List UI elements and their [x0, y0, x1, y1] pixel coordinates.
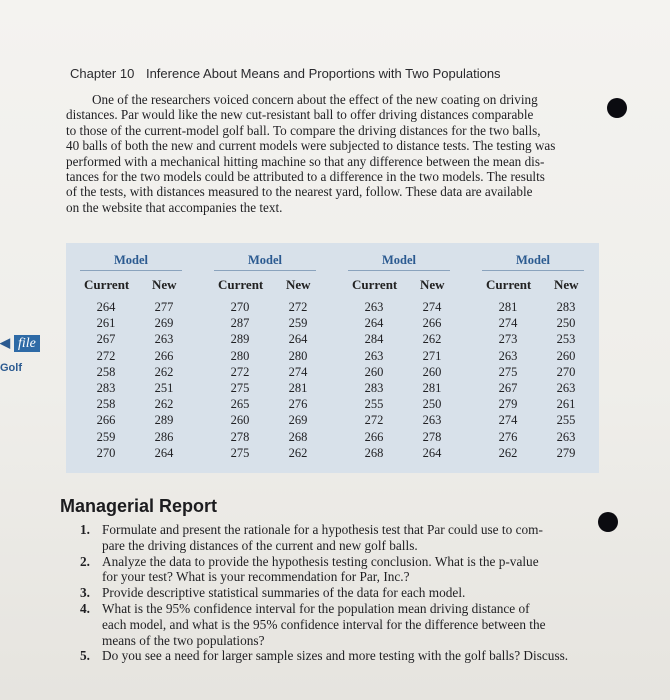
- case-paragraph: [66, 92, 592, 215]
- current-column-header: Current: [84, 277, 130, 292]
- table-cell: 281: [422, 380, 442, 395]
- current-values-column: [354, 299, 394, 461]
- table-cell: 274: [498, 316, 518, 331]
- table-cell: 259: [96, 429, 116, 444]
- table-cell: 269: [154, 316, 174, 331]
- report-list: [80, 522, 590, 664]
- item-text-line: pare the driving distances of the current and new golf balls.: [102, 537, 418, 553]
- table-cell: 289: [230, 332, 250, 347]
- table-cell: 286: [154, 429, 174, 444]
- running-header: [70, 66, 501, 81]
- table-cell: 284: [364, 332, 384, 347]
- table-cell: 276: [288, 397, 308, 412]
- table-cell: 264: [288, 332, 308, 347]
- distance-data-table: [66, 243, 599, 473]
- report-item: [80, 648, 590, 664]
- table-cell: 262: [498, 445, 518, 460]
- current-values-column: [488, 299, 528, 461]
- table-cell: 272: [364, 413, 384, 428]
- report-item: [80, 585, 590, 601]
- table-cell: 280: [230, 348, 250, 363]
- table-cell: 251: [154, 380, 174, 395]
- paragraph-line: tances for the two models could be attributed to a difference in the two models. The results: [66, 169, 545, 185]
- table-cell: 276: [498, 429, 518, 444]
- paragraph-line: on the website that accompanies the text.: [66, 199, 283, 215]
- table-cell: 261: [96, 316, 116, 331]
- header-rule: [348, 270, 450, 271]
- table-cell: 289: [154, 413, 174, 428]
- table-cell: 269: [288, 413, 308, 428]
- paragraph-line: One of the researchers voiced concern about the effect of the new coating on driving: [92, 92, 538, 107]
- table-cell: 258: [96, 364, 116, 379]
- table-cell: 265: [230, 397, 250, 412]
- hole-punch-icon: [607, 98, 627, 118]
- paragraph-line: distances. Par would like the new cut-resistant ball to offer driving distances comparable: [66, 107, 534, 123]
- report-item: [80, 522, 590, 554]
- item-text-line: Analyze the data to provide the hypothesis testing conclusion. What is the p-value: [102, 553, 539, 569]
- table-cell: 250: [556, 316, 576, 331]
- current-values-column: [220, 299, 260, 461]
- table-cell: 260: [422, 364, 442, 379]
- new-values-column: [278, 299, 318, 461]
- table-cell: 287: [230, 316, 250, 331]
- item-text-line: What is the 95% confidence interval for the population mean driving distance of: [102, 600, 530, 616]
- paragraph-line: to those of the current-model golf ball. To compare the driving distances for the two balls,: [66, 122, 541, 138]
- item-text-line: each model, and what is the 95% confidence interval for the difference between the: [102, 616, 546, 632]
- table-cell: 272: [230, 364, 250, 379]
- table-cell: 255: [556, 413, 576, 428]
- new-values-column: [144, 299, 184, 461]
- table-cell: 260: [556, 348, 576, 363]
- table-cell: 262: [154, 397, 174, 412]
- table-cell: 268: [288, 429, 308, 444]
- table-cell: 275: [230, 380, 250, 395]
- table-cell: 261: [556, 397, 576, 412]
- table-cell: 281: [288, 380, 308, 395]
- header-rule: [482, 270, 584, 271]
- new-values-column: [546, 299, 586, 461]
- chapter-title: Inference About Means and Proportions with Two Populations: [145, 66, 501, 81]
- table-cell: 267: [498, 380, 518, 395]
- table-cell: 277: [154, 300, 174, 314]
- current-column-header: Current: [352, 277, 398, 292]
- model-column-group: [334, 243, 464, 473]
- table-cell: 266: [422, 316, 442, 331]
- table-cell: 262: [288, 445, 308, 460]
- paragraph-line: performed with a mechanical hitting machine so that any difference between the mean dis-: [66, 153, 545, 169]
- table-cell: 278: [230, 429, 250, 444]
- report-item: [80, 554, 590, 586]
- table-cell: 274: [498, 413, 518, 428]
- table-cell: 264: [422, 445, 442, 460]
- item-text-line: means of the two populations?: [102, 632, 265, 648]
- table-cell: 283: [556, 300, 576, 314]
- table-cell: 262: [422, 332, 442, 347]
- new-column-header: New: [152, 277, 177, 292]
- report-heading: Managerial Report: [60, 496, 218, 516]
- table-cell: 259: [288, 316, 308, 331]
- table-cell: 253: [556, 332, 576, 347]
- hole-punch-icon: [598, 512, 618, 532]
- table-cell: 264: [364, 316, 384, 331]
- data-file-name: Golf: [0, 362, 22, 374]
- item-text-line: for your test? What is your recommendation for Par, Inc.?: [102, 569, 410, 585]
- table-cell: 263: [556, 380, 576, 395]
- table-cell: 275: [230, 445, 250, 460]
- table-cell: 279: [498, 397, 518, 412]
- table-cell: 266: [96, 413, 116, 428]
- table-cell: 260: [230, 413, 250, 428]
- item-text-line: Provide descriptive statistical summaries of the data for each model.: [102, 585, 466, 601]
- file-tag: [0, 334, 40, 352]
- paragraph-line: 40 balls of both the new and current models were subjected to distance tests. The testing was: [66, 138, 556, 154]
- table-cell: 274: [288, 364, 308, 379]
- model-header: Model: [381, 253, 417, 267]
- table-cell: 266: [154, 348, 174, 363]
- table-cell: 283: [364, 380, 384, 395]
- new-column-header: New: [554, 277, 579, 292]
- table-cell: 272: [96, 348, 116, 363]
- table-cell: 267: [96, 332, 116, 347]
- model-header: Model: [515, 253, 551, 267]
- current-column-header: Current: [218, 277, 264, 292]
- paragraph-line: of the tests, with distances measured to the nearest yard, follow. These data are available: [66, 184, 533, 200]
- table-cell: 255: [364, 397, 384, 412]
- table-cell: 278: [422, 429, 442, 444]
- table-cell: 272: [288, 300, 308, 314]
- header-rule: [80, 270, 182, 271]
- model-column-group: [200, 243, 330, 473]
- table-cell: 263: [154, 332, 174, 347]
- table-cell: 280: [288, 348, 308, 363]
- file-label: file: [14, 335, 40, 352]
- table-cell: 262: [154, 364, 174, 379]
- item-number: 5.: [80, 648, 90, 664]
- table-cell: 270: [556, 364, 576, 379]
- table-cell: 270: [230, 300, 250, 314]
- table-cell: 273: [498, 332, 518, 347]
- new-column-header: New: [286, 277, 311, 292]
- new-column-header: New: [420, 277, 445, 292]
- table-cell: 264: [154, 445, 174, 460]
- table-cell: 268: [364, 445, 384, 460]
- table-cell: 283: [96, 380, 116, 395]
- table-cell: 258: [96, 397, 116, 412]
- item-number: 1.: [80, 522, 90, 537]
- file-wedge-icon: ◀: [0, 335, 10, 350]
- table-cell: 279: [556, 445, 576, 460]
- table-cell: 250: [422, 397, 442, 412]
- table-cell: 281: [498, 300, 518, 314]
- model-column-group: [468, 243, 598, 473]
- current-values-column: [86, 299, 126, 461]
- item-number: 3.: [80, 585, 90, 601]
- item-text-line: Do you see a need for larger sample sizes and more testing with the golf balls? Discuss.: [102, 648, 569, 664]
- new-values-column: [412, 299, 452, 461]
- model-header: Model: [113, 253, 149, 267]
- table-cell: 260: [364, 364, 384, 379]
- table-cell: 263: [498, 348, 518, 363]
- header-rule: [214, 270, 316, 271]
- table-cell: 270: [96, 445, 116, 460]
- table-cell: 271: [422, 348, 442, 363]
- table-cell: 274: [422, 300, 442, 314]
- table-cell: 263: [556, 429, 576, 444]
- chapter-number: Chapter 10: [70, 66, 135, 81]
- item-text-line: Formulate and present the rationale for a hypothesis test that Par could use to com-: [102, 522, 543, 537]
- item-number: 4.: [80, 600, 90, 616]
- current-column-header: Current: [486, 277, 532, 292]
- table-cell: 275: [498, 364, 518, 379]
- report-item: [80, 601, 590, 648]
- model-header: Model: [247, 253, 283, 267]
- table-cell: 264: [96, 300, 116, 314]
- model-column-group: [66, 243, 196, 473]
- table-cell: 266: [364, 429, 384, 444]
- table-cell: 263: [422, 413, 442, 428]
- item-number: 2.: [80, 553, 90, 569]
- table-cell: 263: [364, 348, 384, 363]
- table-cell: 263: [364, 300, 384, 314]
